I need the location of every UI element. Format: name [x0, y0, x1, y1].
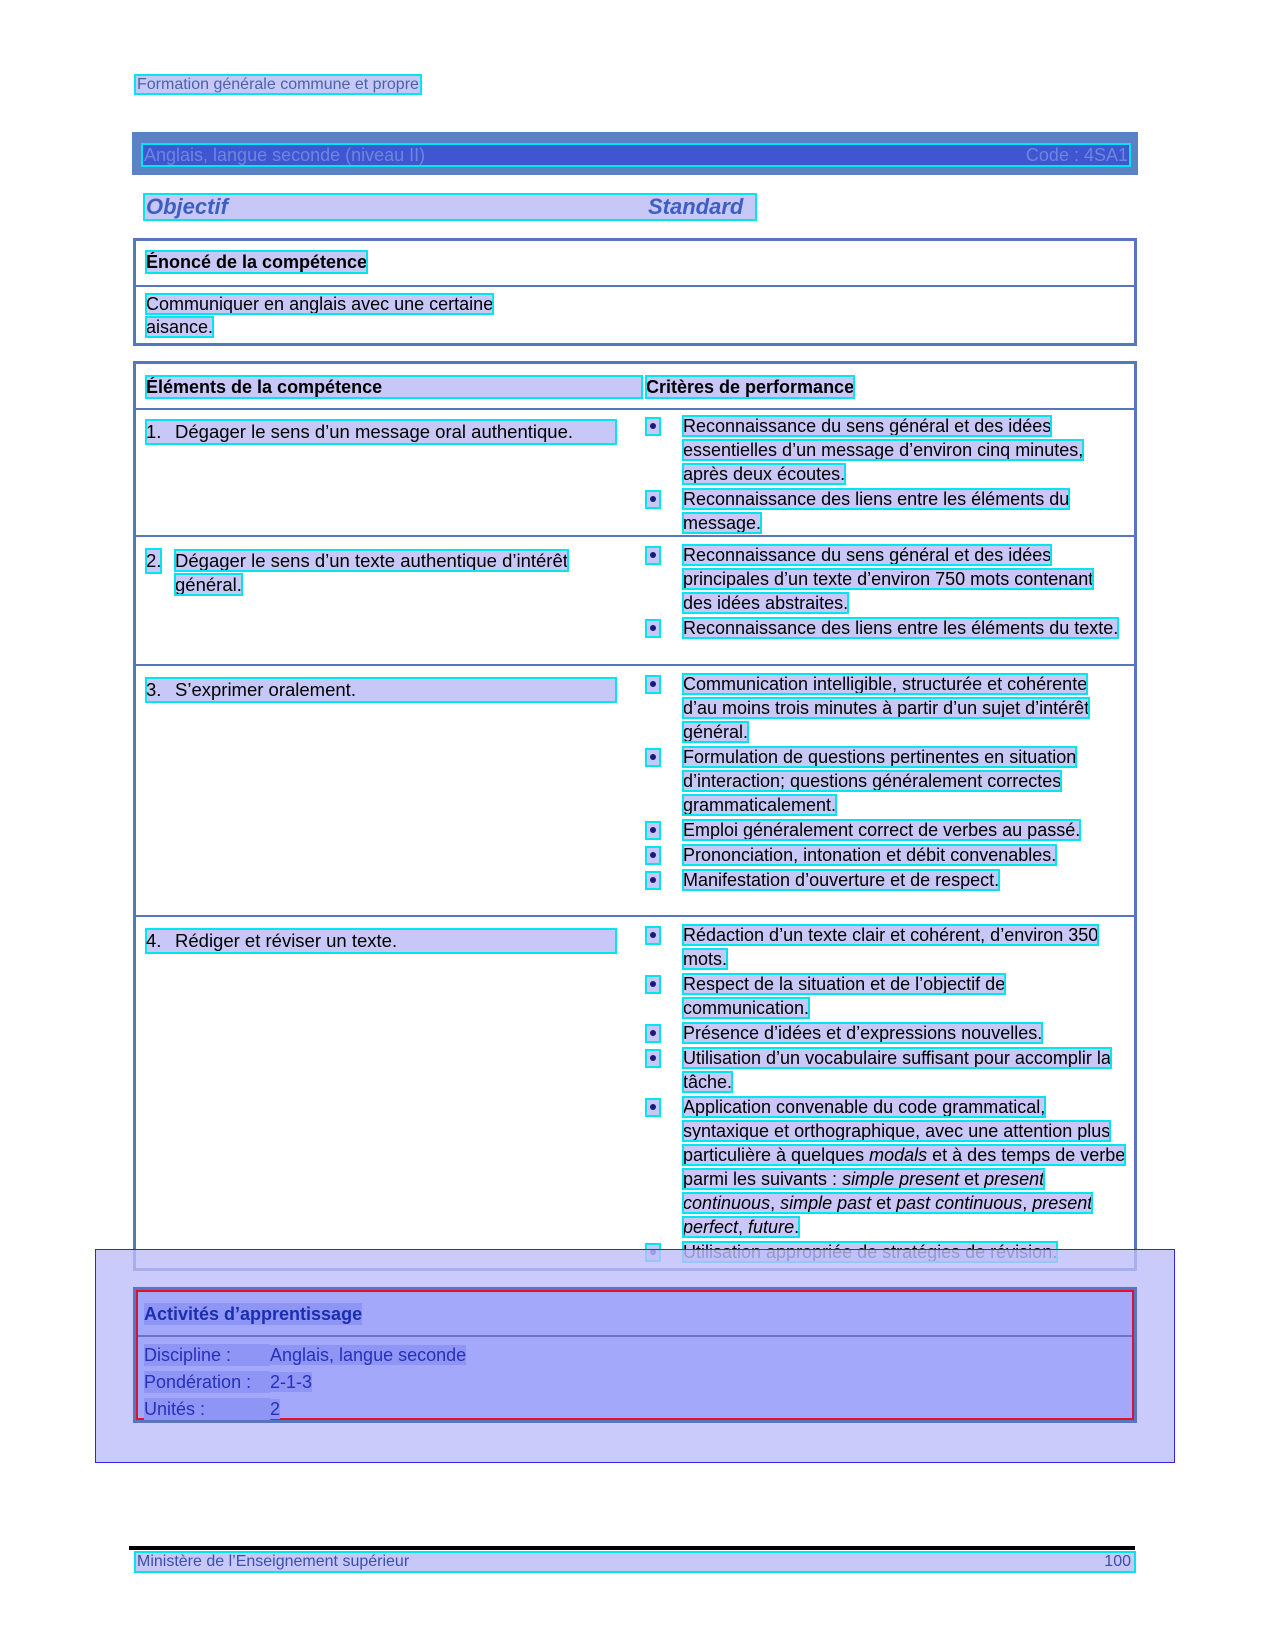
- learning-activities-header: [138, 1292, 1132, 1337]
- bullet-icon: [646, 620, 660, 637]
- bullet-icon: [646, 976, 660, 993]
- table-row: [136, 917, 1134, 1268]
- footer: [135, 1552, 1135, 1572]
- competence-statement-heading: Énoncé de la compétence: [146, 252, 368, 272]
- unites-value: 2: [270, 1399, 281, 1419]
- ponderation-row: [144, 1371, 312, 1393]
- course-code: Code : 4SA1: [1025, 145, 1128, 165]
- objective-label: Objectif: [146, 194, 228, 219]
- competence-element: 4. Rédiger et réviser un texte.: [146, 930, 398, 951]
- ponderation-label: Pondération :: [144, 1371, 270, 1393]
- table-row: [136, 666, 1134, 917]
- bullet-icon: [646, 418, 660, 435]
- course-title: Anglais, langue seconde (niveau II): [144, 145, 426, 165]
- bullet-icon: [646, 872, 660, 889]
- competence-statement-text: Communiquer en anglais avec une certaine aisance.: [146, 294, 494, 337]
- learning-activities-frame: [136, 1290, 1134, 1420]
- bullet-icon: [646, 491, 660, 508]
- bullet-icon: [646, 847, 660, 864]
- criterion-item: Utilisation d’un vocabulaire suffisant pour accomplir la tâche.: [646, 1046, 1126, 1094]
- competence-statement-box: [133, 238, 1137, 346]
- criterion-item: Reconnaissance des liens entre les éléments du message.: [646, 487, 1126, 535]
- criterion-item: Prononciation, intonation et débit convenables.: [646, 843, 1126, 867]
- bullet-icon: [646, 1050, 660, 1067]
- competence-element: 3. S’exprimer oralement.: [146, 679, 356, 700]
- learning-activities-heading: Activités d’apprentissage: [144, 1304, 363, 1324]
- standard-label: Standard: [648, 194, 744, 219]
- bullet-icon: [646, 822, 660, 839]
- competence-element: 1. Dégager le sens d’un message oral authentique.: [146, 421, 574, 442]
- footer-rule: [129, 1546, 1135, 1550]
- competence-element: 2. Dégager le sens d’un texte authentique d’intérêt général.: [146, 550, 568, 595]
- criteria-list: [646, 672, 1126, 893]
- learning-activities-box: [133, 1287, 1137, 1423]
- criterion-item: Communication intelligible, structurée et cohérente d’au moins trois minutes à partir d’un sujet d’intérêt général.: [646, 672, 1126, 744]
- elements-column-heading: Éléments de la compétence: [146, 376, 642, 398]
- footer-ministry: Ministère de l’Enseignement supérieur: [137, 1553, 410, 1570]
- discipline-label: Discipline :: [144, 1344, 270, 1366]
- criterion-item: Formulation de questions pertinentes en situation d’interaction; questions généralement correctes grammaticalement.: [646, 745, 1126, 817]
- discipline-row: [144, 1344, 466, 1366]
- criterion-item: Reconnaissance du sens général et des idées principales d’un texte d’environ 750 mots contenant des idées abstraites.: [646, 543, 1126, 615]
- bullet-icon: [646, 749, 660, 766]
- competence-elements-table: [133, 361, 1137, 1271]
- criterion-item: Respect de la situation et de l’objectif de communication.: [646, 972, 1126, 1020]
- unites-row: [144, 1398, 280, 1420]
- criterion-item: Reconnaissance des liens entre les éléments du texte.: [646, 616, 1126, 640]
- course-title-bar: [132, 132, 1138, 175]
- course-title-line: [142, 144, 1130, 166]
- bullet-icon: [646, 1099, 660, 1116]
- discipline-value: Anglais, langue seconde: [270, 1345, 467, 1365]
- competence-statement-header: [136, 241, 1134, 287]
- criteria-list: [646, 543, 1126, 641]
- unites-label: Unités :: [144, 1398, 270, 1420]
- criterion-item: Emploi généralement correct de verbes au passé.: [646, 818, 1126, 842]
- section-label: Formation générale commune et propre: [137, 76, 419, 93]
- bullet-icon: [646, 1025, 660, 1042]
- criteria-list: [646, 414, 1126, 536]
- table-row: [136, 537, 1134, 666]
- table-row: [136, 408, 1134, 537]
- ponderation-value: 2-1-3: [270, 1372, 313, 1392]
- criterion-item: Présence d’idées et d’expressions nouvelles.: [646, 1021, 1126, 1045]
- criteria-list: [646, 923, 1126, 1265]
- bullet-icon: [646, 927, 660, 944]
- objective-standard-row: [144, 194, 756, 220]
- page-number: 100: [1104, 1553, 1131, 1570]
- criterion-item: Application convenable du code grammatical, syntaxique et orthographique, avec une attention plus particulière à quelques modals et à des temps de verbe parmi les suivants : simple present et present continuous, simple past et past continuous, present perfect, future.: [646, 1095, 1126, 1239]
- bullet-icon: [646, 547, 660, 564]
- table-header-row: [136, 364, 1134, 410]
- bullet-icon: [646, 676, 660, 693]
- criterion-item: Manifestation d’ouverture et de respect.: [646, 868, 1126, 892]
- criteria-column-heading: Critères de performance: [646, 377, 855, 397]
- criterion-item: Reconnaissance du sens général et des idées essentielles d’un message d’environ cinq minutes, après deux écoutes.: [646, 414, 1126, 486]
- criterion-item: Rédaction d’un texte clair et cohérent, d’environ 350 mots.: [646, 923, 1126, 971]
